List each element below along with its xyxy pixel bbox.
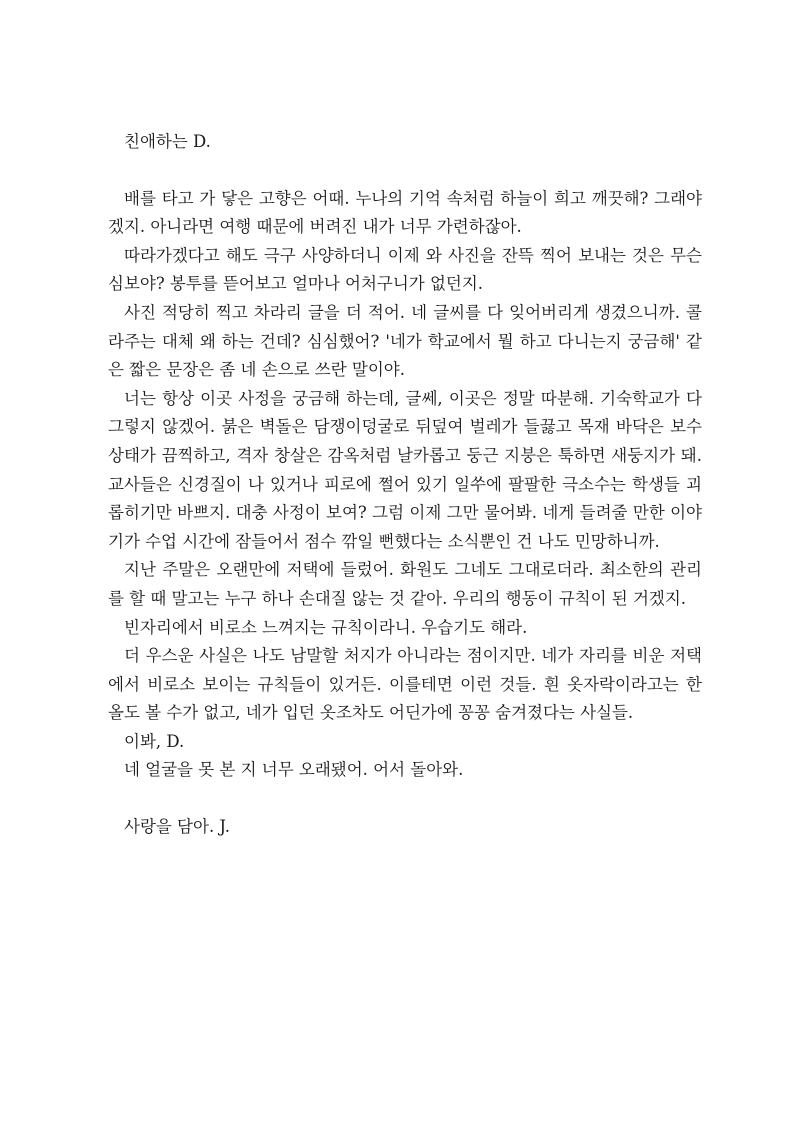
- letter-paragraph: 네 얼굴을 못 본 지 너무 오래됐어. 어서 돌아와.: [124, 760, 464, 780]
- letter-page: [108, 128, 702, 842]
- letter-paragraph: 빈자리에서 비로소 느껴지는 규칙이라니. 우습기도 해라.: [124, 617, 528, 637]
- letter-salutation: 친애하는 D.: [124, 132, 211, 151]
- letter-paragraph: 더 우스운 사실은 나도 남말할 처지가 아니라는 점이지만. 네가 자리를 비운 저택에서 비로소 보이는 규칙들이 있거든. 이를테면 이런 것들. 흰 옷자락이라고는 한 올도 볼 수가 없고, 네가 입던 옷조차도 어딘가에 꽁꽁 숨겨졌다는 사실들.: [108, 646, 702, 723]
- letter-paragraph: 사진 적당히 찍고 차라리 글을 더 적어. 네 글씨를 다 잊어버리게 생겼으니까. 콜라주는 대체 왜 하는 건데? 심심했어? '네가 학교에서 뭘 하고 다니는지 궁금해' 같은 짧은 문장은 좀 네 손으로 쓰란 말이야.: [108, 302, 702, 380]
- letter-paragraph: 지난 주말은 오랜만에 저택에 들렀어. 화원도 그네도 그대로더라. 최소한의 관리를 할 때 말고는 누구 하나 손대질 않는 것 같아. 우리의 행동이 규칙이 된 거겠지.: [108, 560, 702, 608]
- letter-body: [108, 185, 702, 785]
- letter-closing: 사랑을 담아. J.: [124, 817, 231, 837]
- letter-paragraph: 배를 타고 가 닿은 고향은 어때. 누나의 기억 속처럼 하늘이 희고 깨끗해? 그래야겠지. 아니라면 여행 때문에 버려진 내가 너무 가련하잖아.: [108, 188, 702, 237]
- letter-paragraph: 따라가겠다고 해도 극구 사양하더니 이제 와 사진을 잔뜩 찍어 보내는 것은 무슨 심보야? 봉투를 뜯어보고 얼마나 어처구니가 없던지.: [108, 245, 702, 294]
- letter-paragraph: 너는 항상 이곳 사정을 궁금해 하는데, 글쎄, 이곳은 정말 따분해. 기숙학교가 다 그렇지 않겠어. 붉은 벽돌은 담쟁이덩굴로 뒤덮여 벌레가 들끓고 목재 바닥은 보수 상태가 끔찍하고, 격자 창살은 감옥처럼 날카롭고 둥근 지붕은 툭하면 새둥지가 돼. 교사들은 신경질이 나 있거나 피로에 쩔어 있기 일쑤에 팔팔한 극소수는 학생들 괴롭히기만 바쁘지. 대충 사정이 보여? 그럼 이제 그만 물어봐. 네게 들려줄 만한 이야기가 수업 시간에 잠들어서 점수 깎일 뻔했다는 소식뿐인 건 나도 민망하니까.: [108, 388, 702, 551]
- letter-paragraph: 이봐, D.: [124, 731, 185, 751]
